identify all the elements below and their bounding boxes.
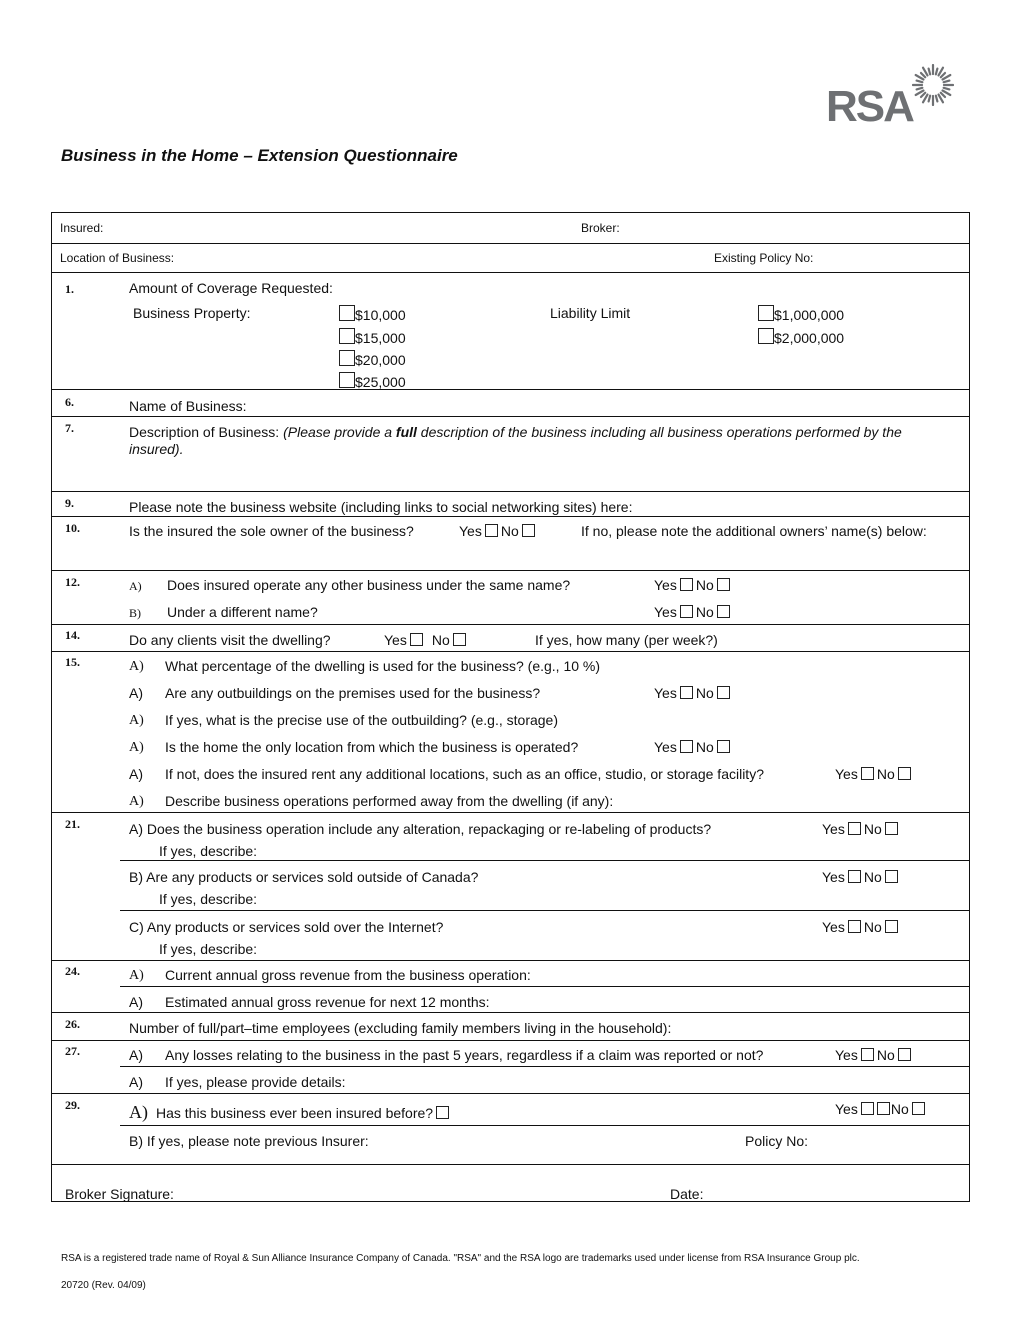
question-number: 6. [65,395,74,409]
losses-label: Any losses relating to the business in the past 5 years, regardless if a claim was reported or not? [165,1047,764,1063]
checkbox[interactable] [339,305,355,321]
checkbox[interactable] [453,633,466,646]
rsa-logo-text: RSA [826,82,913,131]
insured-label: Insured: [60,221,104,235]
checkbox[interactable] [680,578,693,591]
liability-option-1m[interactable]: $1,000,000 [758,305,844,323]
letter-label: A) [129,685,143,701]
question-number: 7. [65,421,74,435]
checkbox[interactable] [680,740,693,753]
checkbox[interactable] [885,822,898,835]
additional-owners-label: If no, please note the additional owners’ name(s) below: [581,523,927,539]
employees-label: Number of full/part–time employees (excluding family members living in the household): [129,1020,672,1036]
letter-label: A) [129,1074,143,1090]
property-option-15000[interactable]: $15,000 [339,328,406,346]
rent-locations-yes-no[interactable]: Yes No [835,766,914,782]
outbuildings-yes-no[interactable]: Yes No [654,685,733,701]
question-number: 27. [65,1044,80,1058]
letter-label: A) [129,766,143,782]
question-number: 21. [65,817,80,831]
checkbox[interactable] [339,350,355,366]
property-option-10000[interactable]: $10,000 [339,305,406,323]
letter-label: B) [129,606,141,620]
question-number: 24. [65,964,80,978]
letter-label: A) [129,794,144,809]
question-number: 10. [65,521,80,535]
question-number: 26. [65,1017,80,1031]
form-number: 20720 (Rev. 04/09) [61,1280,146,1291]
letter-label: A) [129,968,144,983]
previously-insured-label: A) Has this business ever been insured before? [129,1102,452,1123]
checkbox[interactable] [680,605,693,618]
same-name-label: Does insured operate any other business under the same name? [167,577,571,593]
question-number: 9. [65,496,74,510]
checkbox[interactable] [339,372,355,388]
checkbox[interactable] [717,605,730,618]
question-number: 29. [65,1098,80,1112]
previous-policy-label: Policy No: [745,1133,809,1149]
estimated-revenue-label: Estimated annual gross revenue for next 12 months: [165,994,490,1010]
footer-disclaimer: RSA is a registered trade name of Royal & Sun Alliance Insurance Company of Canada. "RSA" and the RSA logo are trademarks used under license from RSA Insurance Group plc. [61,1253,860,1264]
checkbox[interactable] [680,686,693,699]
alteration-label: A) Does the business operation include any alteration, repackaging or re-labeling of products? [129,821,712,837]
checkbox[interactable] [717,686,730,699]
property-option-20000[interactable]: $20,000 [339,350,406,368]
rent-locations-label: If not, does the insured rent any additional locations, such as an office, studio, or storage facility? [165,766,764,782]
checkbox[interactable] [885,920,898,933]
liability-limit-label: Liability Limit [550,305,631,321]
description-label: Description of Business: (Please provide a full description of the business including all business operations performed by the [129,424,902,440]
alteration-yes-no[interactable]: Yes No [822,821,901,837]
liability-option-2m[interactable]: $2,000,000 [758,328,844,346]
outside-canada-yes-no[interactable]: Yes No [822,869,901,885]
question-number: 12. [65,575,80,589]
same-name-yes-no[interactable]: Yes No [654,577,733,593]
page-title: Business in the Home – Extension Questionnaire [61,146,458,165]
previous-insurer-label: B) If yes, please note previous Insurer: [129,1133,369,1149]
checkbox[interactable] [848,920,861,933]
losses-yes-no[interactable]: Yes No [835,1047,914,1063]
away-operations-label: Describe business operations performed away from the dwelling (if any): [165,793,614,809]
letter-label: A) [129,740,144,755]
question-number: 1. [65,282,74,296]
only-location-label: Is the home the only location from which the business is operated? [165,739,579,755]
sole-owner-yes-no[interactable]: Yes No [459,523,538,539]
checkbox[interactable] [912,1102,925,1115]
dwelling-percentage-label: What percentage of the dwelling is used for the business? (e.g., 10 %) [165,658,601,674]
website-label: Please note the business website (including links to social networking sites) here: [129,499,633,515]
checkbox[interactable] [848,870,861,883]
business-property-label: Business Property: [133,305,251,321]
checkbox[interactable] [898,767,911,780]
rsa-sunburst-icon [912,64,954,106]
date-label: Date: [670,1186,704,1202]
letter-label: A) [129,994,143,1010]
checkbox[interactable] [758,305,774,321]
broker-label: Broker: [581,221,620,235]
checkbox[interactable] [436,1106,449,1119]
checkbox[interactable] [861,1048,874,1061]
checkbox[interactable] [339,328,355,344]
checkbox[interactable] [522,524,535,537]
describe-label: If yes, describe: [159,843,258,859]
outbuilding-use-label: If yes, what is the precise use of the outbuilding? (e.g., storage) [165,712,558,728]
checkbox[interactable] [885,870,898,883]
sole-owner-label: Is the insured the sole owner of the business? [129,523,414,539]
location-label: Location of Business: [60,251,175,265]
checkbox[interactable] [861,1102,874,1115]
question-number: 15. [65,655,80,669]
loss-details-label: If yes, please provide details: [165,1074,346,1090]
checkbox[interactable] [485,524,498,537]
different-name-label: Under a different name? [167,604,318,620]
coverage-label: Amount of Coverage Requested: [129,280,333,296]
internet-sales-yes-no[interactable]: Yes No [822,919,901,935]
checkbox[interactable] [758,328,774,344]
internet-sales-label: C) Any products or services sold over the Internet? [129,919,444,935]
letter-label: A) [129,713,144,728]
question-number: 14. [65,628,80,642]
current-revenue-label: Current annual gross revenue from the business operation: [165,967,531,983]
clients-visit-label: Do any clients visit the dwelling? [129,632,331,648]
letter-label: A) [129,1047,143,1063]
checkbox[interactable] [877,1102,890,1115]
policy-no-label: Existing Policy No: [714,251,814,265]
checkbox[interactable] [848,822,861,835]
describe-label: If yes, describe: [159,891,258,907]
only-location-yes-no[interactable]: Yes No [654,739,733,755]
checkbox[interactable] [717,740,730,753]
letter-label: A) [129,659,144,674]
different-name-yes-no[interactable]: Yes No [654,604,733,620]
checkbox[interactable] [861,767,874,780]
clients-per-week-label: If yes, how many (per week?) [535,632,718,648]
previously-insured-yes-no[interactable]: Yes No [835,1101,928,1117]
description-label-cont: insured). [129,441,184,457]
letter-label: A) [129,579,142,593]
checkbox[interactable] [717,578,730,591]
property-option-25000[interactable]: $25,000 [339,372,406,390]
outbuildings-label: Are any outbuildings on the premises used for the business? [165,685,541,701]
broker-signature-label: Broker Signature: [65,1186,174,1202]
clients-visit-yes-no[interactable]: Yes No [384,632,469,648]
checkbox[interactable] [410,633,423,646]
business-name-label: Name of Business: [129,398,247,414]
describe-label: If yes, describe: [159,941,258,957]
checkbox[interactable] [898,1048,911,1061]
outside-canada-label: B) Are any products or services sold outside of Canada? [129,869,479,885]
